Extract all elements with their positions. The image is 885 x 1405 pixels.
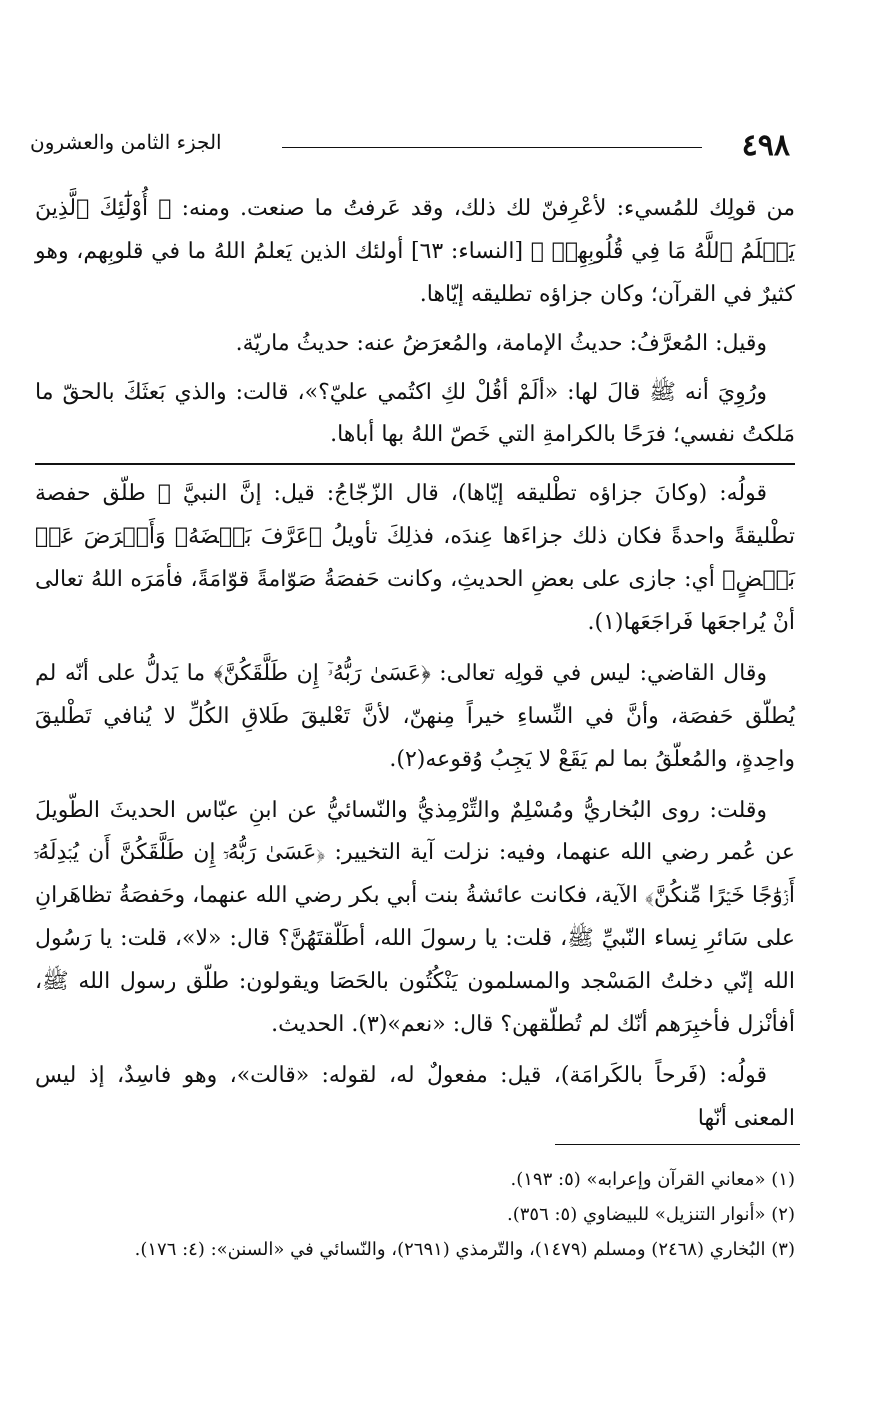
commentary-line: مِّنكُنَّ﴾ الآية، فكانت عائشةُ بنت أبي بكر رضي الله عنهما، وحَفصَةُ تظاهَرانِ على سَائرِ نِساء bbox=[35, 883, 796, 952]
quote-line: ورُوِيَ أنه ﷺ قالَ لها: «ألَمْ أقُلْ لكِ اكتُمي عليّ؟»، قالت: والذي بَعثَكَ بالحقّ bbox=[62, 379, 767, 405]
commentary-block bbox=[35, 473, 795, 1140]
quote-line: وهو كثيرٌ في القرآن؛ وكان جزاؤه تطليقه إيّاها. bbox=[35, 238, 795, 307]
commentary-paragraph-3 bbox=[35, 790, 795, 1047]
footnote-divider bbox=[555, 1144, 800, 1145]
commentary-line: قولُه: (وكانَ جزاؤه تطْليقه إيّاها)، قال الزّجّاجُ: قيل: إنَّ النبيَّ ﷺ طلّق حفصة تطْليقةً bbox=[35, 481, 795, 550]
commentary-paragraph-4 bbox=[35, 1055, 795, 1141]
quote-line: وقيل: المُعرَّفُ: حديثُ الإمامة، والمُعرَضُ عنه: حديثُ ماريّة. bbox=[235, 330, 767, 356]
quote-paragraph-2 bbox=[35, 323, 795, 366]
footnote-1: (١) «معاني القرآن وإعرابه» (٥: ١٩٣). bbox=[510, 1169, 795, 1190]
commentary-line: قال: «نعم»(٣). الحديث. bbox=[271, 1012, 494, 1038]
quote-paragraph-1 bbox=[35, 188, 795, 317]
commentary-line: النّبيِّ ﷺ، قلت: يا رسولَ الله، أطَلّقتَهُنَّ؟ قال: «لا»، قلت: يا رَسُول الله إنّي دخلتُ المَسْجد bbox=[35, 926, 795, 995]
quote-line: من قولِك للمُسيء: لأعْرِفنّ لك ذلك، وقد عَرفتُ ما صنعت. ومنه: ﴿ أُوْلَٰٓئِكَ bbox=[99, 196, 795, 221]
section-divider bbox=[35, 463, 795, 465]
commentary-line: وقال القاضي: ليس في قولِه تعالى: ﴿عَسَىٰ رَبُّهُۥٓ إِن طَلَّقَكُنَّ﴾ ما يَدلُّ على أنّه لم يُطلّق bbox=[35, 660, 795, 729]
quoted-text-block bbox=[35, 188, 795, 457]
page-header bbox=[30, 128, 790, 168]
commentary-line: لم يَقَعْ لا يَجِبُ وُقوعه(٢). bbox=[389, 746, 616, 772]
page-body bbox=[35, 188, 795, 1147]
commentary-paragraph-1 bbox=[35, 473, 795, 645]
commentary-line: حَفصَة، وأنَّ في النِّساءِ خيراً مِنهنّ، لأنَّ تَعْليقَ طَلاقِ الكُلِّ لا يُنافي تَطْليقَ واحِدةٍ، والمُعلّقُ بما bbox=[35, 703, 795, 772]
commentary-line: والمسلمون يَنْكُتُون بالحَصَا ويقولون: طلّق رسول الله ﷺ، أفأنْزل فأخبِرَهم أنّك لم تُطلّقهن؟ bbox=[35, 969, 795, 1038]
running-title: الجزء الثامن والعشرون bbox=[30, 130, 222, 154]
quote-line: ما مَلكتُ نفسي؛ فرَحًا بالكرامةِ التي خَصّ اللهُ بها أباها. bbox=[35, 379, 795, 448]
footnotes bbox=[35, 1162, 795, 1267]
quote-line: ٱلَّذِينَ يَعۡلَمُ ٱللَّهُ مَا فِي قُلُوبِهِمۡ ﴾ [النساء: ٦٣] أولئك الذين يَعلمُ اللهُ ما في قلوبِهم، bbox=[35, 196, 795, 264]
footnote-2: (٢) «أنوار التنزيل» للبيضاوي (٥: ٣٥٦). bbox=[506, 1204, 795, 1226]
commentary-line: واحدةً فكان ذلك جزاءَها عِندَه، فذلِكَ تأويلُ ﴿عَرَّفَ بَعۡضَهُۥ وَأَعۡرَضَ عَنۢ بَعۡضٍ﴾ أي: جازى على bbox=[35, 524, 795, 593]
commentary-line: وقلت: روى البُخاريُّ ومُسْلِمٌ والتِّرْمِذيُّ والنّسائيُّ عن ابنِ عبّاس الحديثَ الطّويلَ عن bbox=[35, 797, 795, 866]
footnote-3: (٣) البُخاري (٢٤٦٨) ومسلم (١٤٧٩)، والتّرمذي (٢٦٩١)، والنّسائي في «السنن»: (٤: ١٧٦). bbox=[134, 1239, 795, 1261]
commentary-line: بعضِ الحديثِ، وكانت حَفصَةُ صَوّامةً قوّامَةً، فأمَرَه اللهُ تعالى أنْ يُراجعَها فَراجَعَها(١). bbox=[35, 567, 795, 636]
page-number: ٤٩٨ bbox=[741, 128, 790, 163]
commentary-line: عُمر رضي الله عنهما، وفيه: نزلت آية التخيير: ﴿عَسَىٰ رَبُّهُۥٓ إِن طَلَّقَكُنَّ أَن يُبۡدِلَهُۥٓ أَزۡوَٰجًا خَيۡرًا bbox=[35, 840, 795, 909]
quote-paragraph-3 bbox=[35, 372, 795, 458]
header-divider bbox=[282, 147, 702, 148]
commentary-paragraph-2 bbox=[35, 653, 795, 782]
commentary-line: قولُه: (فَرحاً بالكَرامَة)، قيل: مفعولٌ له، لقوله: «قالت»، وهو فاسِدٌ، إذ ليس المعنى أنّها bbox=[35, 1062, 795, 1131]
